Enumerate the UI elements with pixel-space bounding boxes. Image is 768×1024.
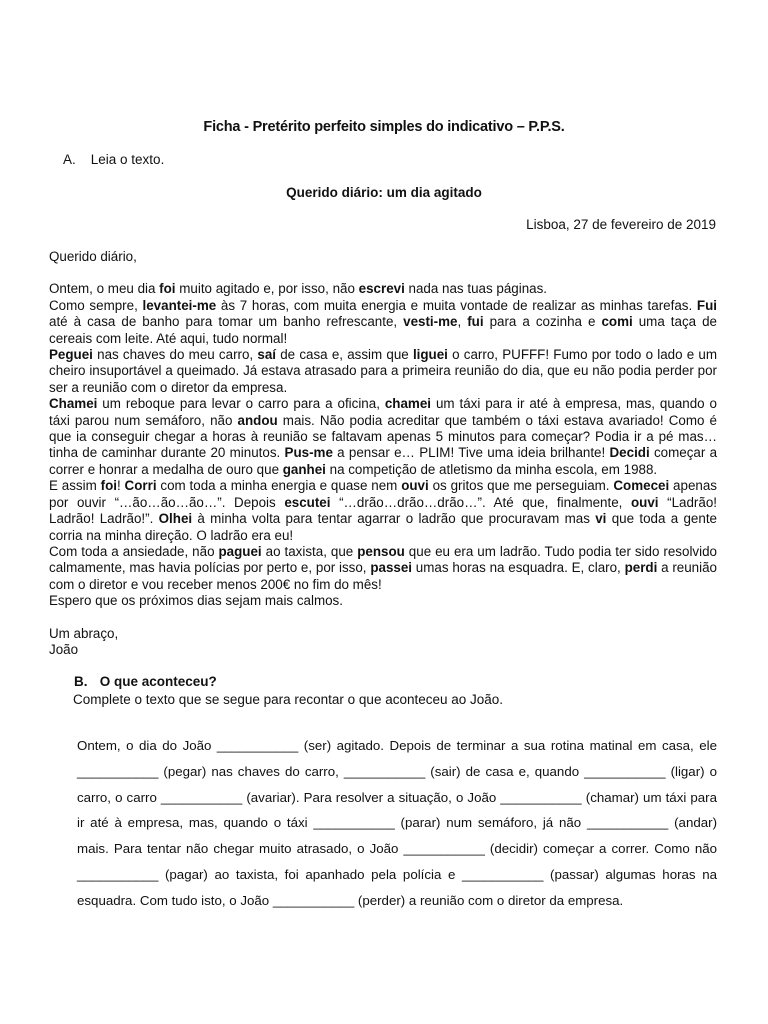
letter-paragraph	[49, 298, 717, 347]
text-run: Com toda a ansiedade, não	[49, 543, 219, 559]
bold-verb: andou	[237, 412, 278, 428]
bold-verb: fui	[467, 314, 484, 330]
bold-verb: foi	[100, 478, 117, 494]
text-run: o carro, PUFFF! Fumo por todo o lado e um cheiro insuportável a queimado. Já estava atrasado para a primeira reunião do dia, que eu não podia perder por ser a reunião com o diretor da empresa.	[49, 347, 718, 395]
text-run: Ontem, o meu dia	[49, 281, 160, 297]
bold-verb: escrevi	[358, 281, 405, 297]
bold-verb: Comecei	[613, 478, 670, 494]
section-a-label: Leia o texto.	[90, 152, 165, 167]
letter-paragraph	[49, 544, 717, 593]
bold-verb: passei	[370, 560, 413, 576]
section-a-heading	[63, 152, 164, 167]
letter-body	[49, 249, 717, 658]
section-b-instruction: Complete o texto que se segue para recontar o que aconteceu ao João.	[73, 692, 504, 707]
bold-verb: pensou	[357, 543, 405, 559]
bold-verb: ouvi	[401, 478, 429, 494]
text-run: que eu era um ladrão. Tudo podia ter sido resolvido calmamente, mas havia polícias por perto e, por isso,	[49, 543, 717, 576]
letter-closing: Um abraço,	[49, 625, 119, 641]
text-run: apenas por ouvir “…ão…ão…ão…”. Depois	[49, 478, 717, 510]
bold-verb: ouvi	[630, 494, 659, 510]
bold-verb: paguei	[218, 543, 262, 559]
text-run: nas chaves do meu carro,	[92, 347, 258, 363]
section-b-heading	[74, 674, 217, 689]
text-run: ao taxista, que	[261, 543, 358, 559]
letter-paragraph	[49, 396, 717, 478]
section-a-number: A.	[63, 152, 76, 167]
text-run: começar a correr e honrar a medalha de ouro que	[49, 445, 718, 477]
text-run: às 7 horas, com muita energia e muita vontade de realizar as minhas tarefas.	[216, 297, 697, 313]
letter-paragraph	[49, 347, 717, 396]
bold-verb: chamei	[384, 396, 432, 412]
letter-signature: João	[49, 641, 79, 657]
text-run: uma taça de cereais com leite. Até aqui, tudo normal!	[49, 314, 717, 346]
text-run: mais. Não podia acreditar que também o táxi estava avariado! Como é que ia conseguir chegar a horas à reunião se faltavam apenas 5 minutos para começar? Podia ir a pé mas… tinha de caminhar durante 20 minutos.	[49, 412, 717, 461]
text-run: umas horas na esquadra. E, claro,	[412, 560, 625, 576]
bold-verb: vi	[595, 511, 607, 527]
text-run: um táxi para ir até à empresa, mas, quando o táxi parou num semáforo, não	[49, 396, 717, 428]
bold-verb: Chamei	[49, 396, 98, 412]
text-run: à minha volta para tentar agarrar o ladrão que procuravam mas	[192, 511, 596, 527]
bold-verb: ganhei	[282, 461, 326, 477]
letter-paragraph	[49, 593, 717, 609]
bold-verb: Decidi	[609, 445, 650, 461]
bold-verb: perdi	[624, 560, 658, 576]
text-run: Espero que os próximos dias sejam mais calmos.	[49, 593, 343, 609]
text-run: a pensar e… PLIM! Tive uma ideia brilhante!	[332, 445, 610, 461]
text-run: que toda a gente corria na minha direção. O ladrão era eu!	[49, 511, 717, 543]
bold-verb: escutei	[284, 494, 331, 510]
text-run: um reboque para levar o carro para a oficina,	[97, 396, 385, 412]
text-run: “…drão…drão…drão…”. Até que, finalmente,	[330, 494, 631, 510]
letter-date: Lisboa, 27 de fevereiro de 2019	[526, 217, 716, 232]
text-run: até à casa de banho para tomar um banho refrescante,	[49, 314, 404, 330]
bold-verb: liguei	[412, 347, 448, 363]
text-run: a reunião com o diretor e vou receber menos 200€ no fim do mês!	[49, 560, 717, 592]
text-run: para a cozinha e	[483, 314, 602, 330]
bold-verb: comi	[601, 314, 633, 330]
text-run: os gritos que me perseguiam.	[428, 478, 614, 494]
bold-verb: vesti-me	[403, 314, 458, 330]
text-run: na competição de atletismo da minha escola, em 1988.	[325, 461, 658, 477]
text-run: muito agitado e, por isso, não	[175, 281, 359, 297]
letter-paragraphs	[49, 281, 717, 609]
bold-verb: foi	[159, 281, 176, 297]
bold-verb: Fui	[696, 297, 718, 313]
text-run: !	[116, 478, 125, 494]
text-run: com toda a minha energia e quase nem	[156, 478, 402, 494]
text-run: nada nas tuas páginas.	[404, 281, 548, 297]
text-run: ,	[457, 314, 468, 330]
bold-verb: saí	[257, 347, 276, 363]
letter-title: Querido diário: um dia agitado	[286, 185, 482, 200]
bold-verb: Corri	[124, 478, 157, 494]
letter-salutation: Querido diário,	[49, 249, 137, 264]
bold-verb: levantei-me	[142, 297, 217, 313]
bold-verb: Olhei	[158, 511, 193, 527]
text-run: de casa e, assim que	[276, 347, 413, 363]
section-b-number: B.	[74, 674, 88, 689]
text-run: “Ladrão! Ladrão! Ladrão!”.	[49, 494, 717, 527]
fill-in-exercise: Ontem, o dia do João ___________ (ser) agitado. Depois de terminar a sua rotina matinal em casa, ele ___________ (pegar) nas chaves do carro, ___________ (sair) de casa e, quando ___________ (ligar) o carro, o carro ___________ (avariar). Para resolver a situação, o João ___________ (chamar) um táxi para ir até à empresa, mas, quando o táxi ___________ (parar) num semáforo, já não ___________ (andar) mais. Para tentar não chegar muito atrasado, o João ___________ (decidir) começar a correr. Como não ___________ (pagar) ao taxista, foi apanhado pela polícia e ___________ (passar) algumas horas na esquadra. Com tudo isto, o João ___________ (perder) a reunião com o diretor da empresa.	[77, 738, 717, 908]
letter-paragraph	[49, 281, 717, 297]
text-run: E assim	[49, 478, 101, 494]
bold-verb: Peguei	[49, 347, 93, 363]
text-run: Como sempre,	[49, 297, 143, 313]
bold-verb: Pus-me	[284, 445, 333, 461]
letter-paragraph	[49, 478, 717, 544]
worksheet-title: Ficha - Pretérito perfeito simples do indicativo – P.P.S.	[203, 119, 565, 135]
section-b-title: O que aconteceu?	[99, 674, 217, 689]
